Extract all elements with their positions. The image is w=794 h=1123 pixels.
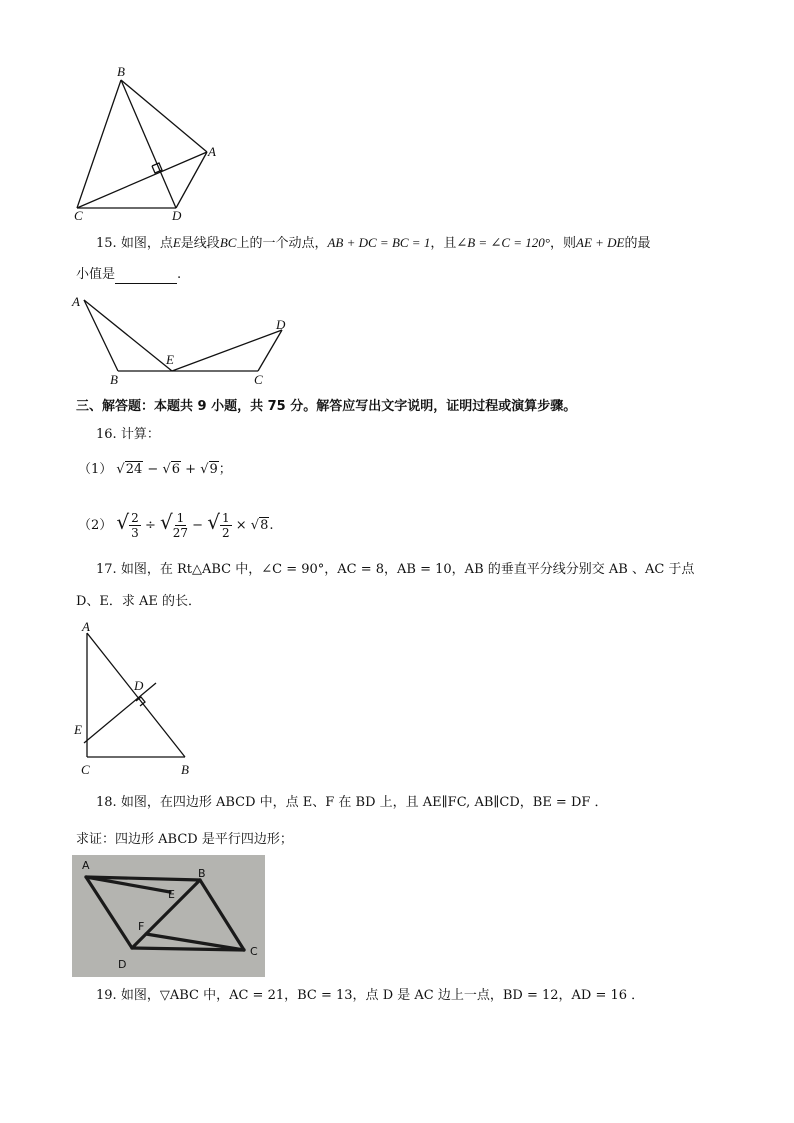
q16-title: 16. 计算： [96,427,160,442]
label-b: B [181,762,189,777]
label-a: A [72,294,80,309]
label-e: E [74,722,82,737]
label-e: E [168,888,175,901]
q18-line1: 18. 如图，在四边形 ABCD 中，点 E、F 在 BD 上，且 AE∥FC, AB∥CD，BE = DF ． [96,795,608,810]
label-d: D [118,958,127,971]
q16-part2: （2） √ $\frac{2}{3}$ ÷ √ $\frac{1}{27}$ − √ $\frac{1}{2}$ × √8. [78,510,274,540]
label-b: B [198,867,206,880]
q16-number: 16. [96,427,117,442]
q16-part1: （1） √24 − √6 + √9； [78,462,232,477]
section-heading: 三、解答题：本题共 9 小题，共 75 分。解答应写出文字说明，证明过程或演算步骤。 [76,399,577,414]
q19-line1: 19. 如图，▽ABC 中，AC = 21，BC = 13，点 D 是 AC 边上一点，BD = 12，AD = 16 ． [96,988,645,1003]
answer-blank [115,269,177,284]
label-a: A [208,144,216,159]
q17-line1: 17. 如图，在 Rt△ABC 中，∠C = 90°，AC = 8，AB = 10，AB 的垂直平分线分别交 AB 、AC 于点 [96,562,695,577]
q15-line1: 15. 如图，点E是线段BC上的一个动点，AB + DC = BC = 1，且∠B = ∠C = 120°，则AE + DE的最 [96,235,651,251]
q15-number: 15. [96,236,117,251]
q17-line2: D、E．求 AE 的长． [76,594,202,609]
label-b: B [117,64,125,79]
q19-number: 19. [96,988,117,1003]
label-e: E [166,352,174,367]
label-d: D [134,678,144,693]
label-c: C [74,208,83,223]
figure-q17-right-triangle [70,615,210,780]
label-c: C [254,372,263,387]
label-a: A [82,619,90,634]
label-c: C [81,762,90,777]
q15-line2: 小值是 . [76,267,182,282]
label-b: B [110,372,118,387]
label-d: D [172,208,182,223]
figure-q18-photo [72,855,265,977]
q17-number: 17. [96,562,117,577]
label-a: A [82,859,90,872]
parallelogram-photo-drawing [72,855,265,977]
label-d: D [276,317,286,332]
label-c: C [250,945,258,958]
label-f: F [138,920,145,933]
q18-number: 18. [96,795,117,810]
figure-quadrilateral-bacd [60,60,230,225]
q18-line2: 求证：四边形 ABCD 是平行四边形； [76,832,293,847]
figure-q15-trapezoid [68,290,298,390]
